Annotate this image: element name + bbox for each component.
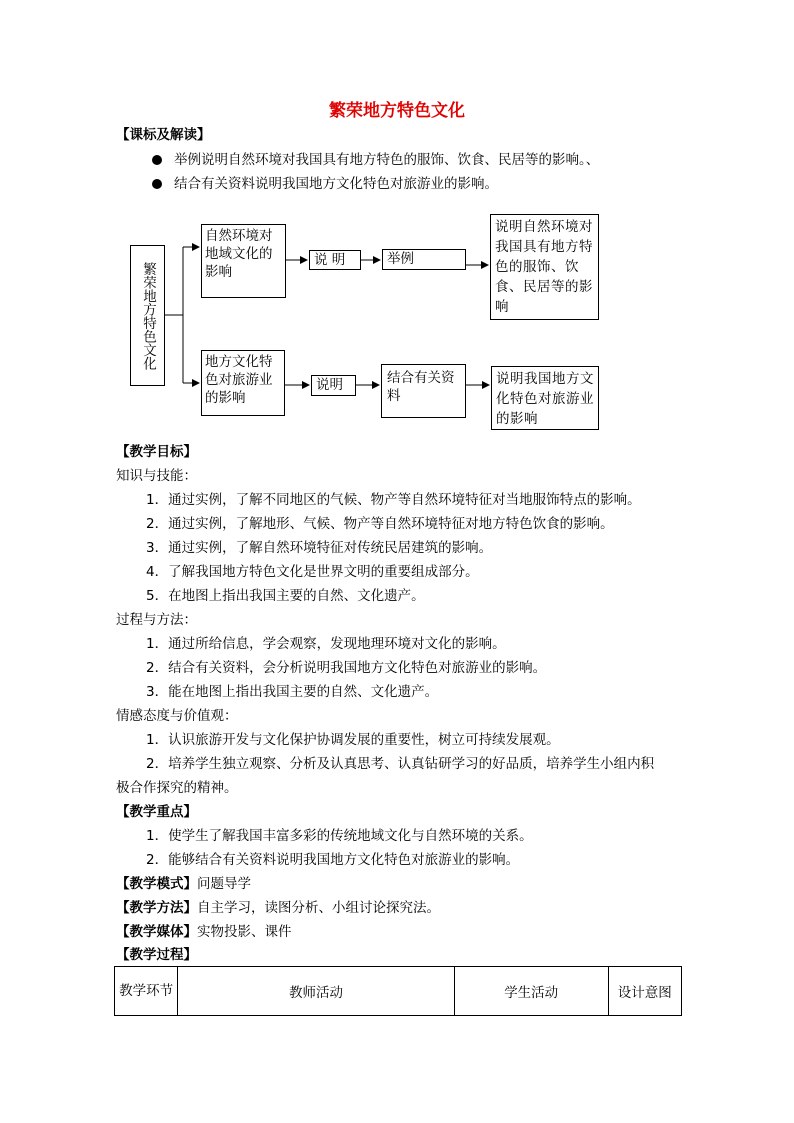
teaching-process-heading: 【教学过程】 — [116, 947, 197, 963]
teaching-media: 【教学媒体】实物投影、课件 — [116, 924, 292, 940]
goals-attitude-item-cont: 极合作探究的精神。 — [116, 780, 238, 796]
table-header-row — [115, 967, 682, 1016]
key-points-heading: 【教学重点】 — [116, 804, 197, 820]
standards-bullet-2: 结合有关资料说明我国地方文化特色对旅游业的影响。 — [152, 175, 498, 193]
diagram-row1-step1: 说 明 — [309, 250, 361, 270]
goals-knowledge-label: 知识与技能： — [116, 468, 197, 484]
key-point-item: 1．使学生了解我国丰富多彩的传统地域文化与自然环境的关系。 — [146, 828, 533, 844]
goals-process-item: 3．能在地图上指出我国主要的自然、文化遗产。 — [146, 684, 439, 700]
diagram-row1-topic: 自然环境对地域文化的影响 — [201, 224, 286, 298]
goals-attitude-item: 2．培养学生独立观察、分析及认真思考、认真钻研学习的好品质，培养学生小组内积 — [146, 756, 655, 772]
goals-knowledge-item: 3．通过实例，了解自然环境特征对传统民居建筑的影响。 — [146, 540, 493, 556]
table-header-cell: 学生活动 — [454, 967, 608, 1016]
diagram-row2-step1: 说明 — [311, 375, 356, 396]
diagram-row2-step2: 结合有关资料 — [381, 364, 466, 418]
table-header-cell: 设计意图 — [608, 967, 681, 1016]
teaching-method: 【教学方法】自主学习，读图分析、小组讨论探究法。 — [116, 900, 440, 916]
bullet-icon — [152, 179, 162, 189]
bullet-icon — [152, 155, 162, 165]
goals-knowledge-item: 1．通过实例，了解不同地区的气候、物产等自然环境特征对当地服饰特点的影响。 — [146, 492, 641, 508]
teaching-process-table — [114, 966, 682, 1016]
goals-process-label: 过程与方法： — [116, 612, 197, 628]
standards-bullet-1: 举例说明自然环境对我国具有地方特色的服饰、饮食、民居等的影响。、 — [152, 151, 599, 169]
goals-knowledge-item: 2．通过实例，了解地形、气候、物产等自然环境特征对地方特色饮食的影响。 — [146, 516, 614, 532]
goals-knowledge-item: 4．了解我国地方特色文化是世界文明的重要组成部分。 — [146, 564, 479, 580]
diagram-root-box: 繁荣地方特色文化 — [130, 245, 165, 386]
key-point-item: 2．能够结合有关资料说明我国地方文化特色对旅游业的影响。 — [146, 852, 520, 868]
goals-attitude-label: 情感态度与价值观： — [116, 708, 238, 724]
document-title: 繁荣地方特色文化 — [329, 101, 465, 121]
diagram-row1-step2: 举例 — [382, 249, 466, 270]
diagram-row1-result: 说明自然环境对我国具有地方特色的服饰、饮食、民居等的影响 — [490, 214, 599, 320]
goals-attitude-item: 1．认识旅游开发与文化保护协调发展的重要性，树立可持续发展观。 — [146, 732, 560, 748]
standards-heading: 【课标及解读】 — [116, 127, 211, 143]
diagram-row2-result: 说明我国地方文化特色对旅游业的影响 — [491, 366, 599, 430]
table-header-cell: 教师活动 — [178, 967, 454, 1016]
teaching-mode: 【教学模式】问题导学 — [116, 876, 251, 892]
goals-heading: 【教学目标】 — [116, 444, 197, 460]
table-header-cell: 教学环节 — [115, 967, 178, 1016]
goals-process-item: 1．通过所给信息，学会观察，发现地理环境对文化的影响。 — [146, 636, 506, 652]
goals-process-item: 2．结合有关资料，会分析说明我国地方文化特色对旅游业的影响。 — [146, 660, 547, 676]
diagram-row2-topic: 地方文化特色对旅游业的影响 — [201, 350, 285, 416]
goals-knowledge-item: 5．在地图上指出我国主要的自然、文化遗产。 — [146, 588, 425, 604]
